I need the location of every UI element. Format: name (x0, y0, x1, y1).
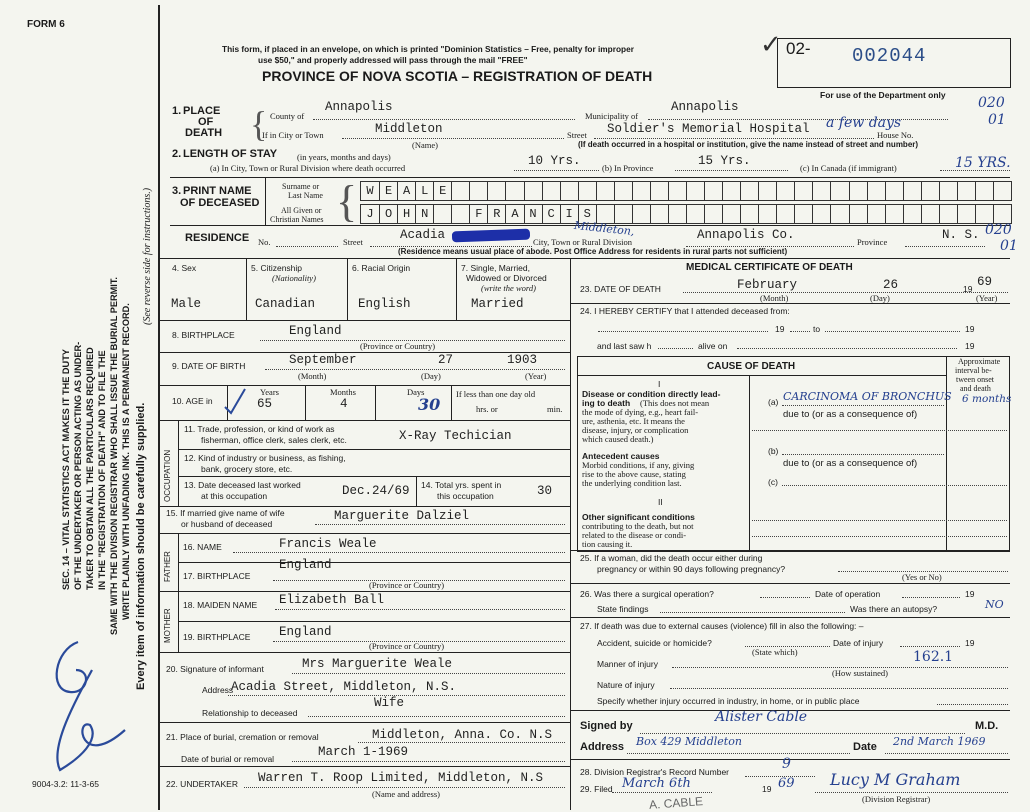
sig-date: 2nd March 1969 (893, 735, 986, 748)
letter-cell (993, 182, 1011, 200)
mother-side-label: MOTHER (163, 608, 172, 643)
letter-cell (758, 205, 776, 223)
other-note-3: tion causing it. (582, 539, 633, 549)
certify-label: 24. I HEREBY CERTIFY that I attended deceased from: (580, 306, 790, 316)
residence-label: RESIDENCE (185, 232, 250, 244)
letter-cell: E (433, 182, 451, 200)
letter-cell (903, 182, 921, 200)
residence-note: (Residence means usual place of abode. Post Office Address for residents in rural parts not sufficient) (398, 247, 788, 256)
citizenship-sub: (Nationality) (272, 273, 316, 283)
min-label: min. (547, 404, 563, 414)
surname-label-1: Surname or (282, 182, 320, 191)
surgery-label: 26. Was there a surgical operation? (580, 589, 714, 599)
city-value: Middleton (375, 122, 443, 136)
cause-title: CAUSE OF DEATH (707, 361, 796, 372)
street-value: Soldier's Memorial Hospital (607, 122, 810, 136)
age-checkmark-icon (223, 387, 247, 417)
undertaker-value: Warren T. Roop Limited, Middleton, N.S (258, 771, 544, 785)
letter-cell (650, 182, 668, 200)
letter-cell (939, 205, 957, 223)
dob-year: 1903 (507, 353, 538, 367)
roman-two: II (658, 497, 663, 507)
form-title: PROVINCE OF NOVA SCOTIA – REGISTRATION OF DEATH (262, 68, 653, 84)
certify-year-1: 19 (775, 324, 785, 334)
letter-cell (921, 205, 939, 223)
direct-note-5: which caused death.) (582, 434, 654, 444)
letter-cell (830, 205, 848, 223)
letter-cell (614, 205, 632, 223)
marital-label-3: (write the word) (481, 283, 536, 293)
letter-cell (668, 182, 686, 200)
letter-cell: F (469, 205, 487, 223)
envelope-note-1: This form, if placed in an envelope, on which is printed "Dominion Statistics – Free, penalty for improper (222, 44, 634, 54)
total-years-label-2: this occupation (437, 491, 494, 501)
direct-title-1: Disease or condition directly lead- (582, 389, 721, 399)
letter-cell (794, 205, 812, 223)
sig-address-label: Address (580, 741, 625, 753)
dod-year-prefix: 19 (963, 284, 973, 294)
total-years-label-1: 14. Total yrs. spent in (421, 480, 502, 490)
letter-cell (885, 182, 903, 200)
less-day-label: If less than one day old (456, 389, 536, 399)
informant-address-label: Address (202, 685, 234, 695)
undertaker-label: 22. UNDERTAKER (166, 779, 238, 789)
letter-cell (867, 205, 885, 223)
letter-cell: H (397, 205, 415, 223)
relationship-value: Wife (374, 696, 405, 710)
letter-cell (975, 205, 993, 223)
stay-a-label: (a) In City, Town or Rural Division where death occurred (210, 163, 406, 173)
antecedent-title: Antecedent causes (582, 451, 660, 461)
age-years: 65 (257, 397, 273, 411)
residence-no-label: No. (258, 237, 271, 247)
law-text-4: IN THE "REGISTRATION OF DEATH" AND TO FILE THE (97, 350, 107, 590)
dod-day: 26 (883, 278, 899, 292)
letter-cell: E (379, 182, 397, 200)
letter-cell (830, 182, 848, 200)
reverse-note: (See reverse side for instructions.) (142, 187, 153, 325)
cause-c-label: (c) (768, 477, 778, 487)
operation-date-label: Date of operation (815, 589, 881, 599)
roman-one: I (658, 379, 661, 389)
law-text-2: OF THE UNDERTAKER OR PERSON ACTING AS UNDER- (73, 341, 83, 590)
marital-label-1: 7. Single, Married, (461, 263, 530, 273)
dob-month-sub: (Month) (298, 371, 327, 381)
letter-cell (957, 205, 975, 223)
dob-month: September (289, 353, 357, 367)
father-bp-label: 17. BIRTHPLACE (183, 571, 251, 581)
letter-cell (794, 182, 812, 200)
manner-label: Manner of injury (597, 659, 658, 669)
stay-unit-note: (in years, months and days) (297, 152, 391, 162)
check-mark-icon: ✓ (760, 30, 782, 60)
yes-no-sub: (Yes or No) (902, 572, 942, 582)
stay-label: LENGTH OF STAY (183, 148, 278, 160)
surname-label-2: Last Name (288, 191, 323, 200)
father-bp-sub: (Province or Country) (369, 580, 445, 590)
street-label: Street (567, 130, 587, 140)
reg-record-value: 9 (782, 756, 791, 772)
injury-year: 19 (965, 638, 975, 648)
cause-a-value: CARCINOMA OF BRONCHUS (783, 390, 952, 403)
mother-maiden: Elizabeth Ball (279, 593, 385, 607)
other-note-1: contributing to the death, but not (582, 521, 694, 531)
last-saw-label: and last saw h (597, 341, 652, 351)
interval-label-2: interval be- (955, 366, 992, 375)
place-number: 1. (172, 105, 182, 117)
burial-date: March 1-1969 (318, 745, 409, 759)
county-value: Annapolis (325, 100, 393, 114)
envelope-note-2: use $50," and properly addressed will pass through the mail "FREE" (258, 55, 528, 65)
father-side-label: FATHER (163, 551, 172, 582)
residence-code-2: 01 (1000, 238, 1018, 254)
letter-cell (596, 182, 614, 200)
trade-label-2: fisherman, office clerk, sales clerk, etc. (201, 435, 347, 445)
place-label-1: PLACE (183, 105, 221, 117)
nature-label: Nature of injury (597, 680, 655, 690)
place-label-3: DEATH (185, 127, 223, 139)
residence-county: Annapolis Co. (697, 228, 795, 242)
letter-cell (614, 182, 632, 200)
letter-cell (578, 182, 596, 200)
hrs-label: hrs. or (476, 404, 498, 414)
letter-cell: C (542, 205, 560, 223)
letter-cell: L (415, 182, 433, 200)
spouse-label-2: or husband of deceased (181, 519, 273, 529)
letter-cell (451, 182, 469, 200)
letter-cell (722, 182, 740, 200)
due-to-b: due to (or as a consequence of) (783, 458, 918, 469)
street-handwritten-note: a few days (826, 115, 902, 131)
father-bp: England (279, 558, 332, 572)
registrar-sub: (Division Registrar) (862, 794, 931, 804)
spouse-value: Marguerite Dalziel (334, 509, 470, 523)
interval-label-1: Approximate (958, 357, 1001, 366)
autopsy-value: NO (985, 598, 1004, 611)
specify-label: Specify whether injury occurred in industry, in home, or in public place (597, 696, 860, 706)
signed-label: Signed by (580, 720, 633, 732)
letter-cell (921, 182, 939, 200)
citizenship-value: Canadian (255, 297, 316, 311)
dept-use-note: For use of the Department only (820, 90, 946, 100)
interval-label-3: tween onset (956, 375, 994, 384)
dod-day-sub: (Day) (870, 293, 890, 303)
given-grid (360, 204, 1012, 224)
residence-street-label: Street (343, 237, 363, 247)
dob-day: 27 (438, 353, 454, 367)
md-label: M.D. (975, 720, 999, 732)
letter-cell: W (366, 184, 374, 198)
letter-cell: I (560, 205, 578, 223)
direct-note-3: ure, asthenia, etc. It means the (582, 416, 685, 426)
given-label-2: Christian Names (270, 215, 324, 224)
residence-city: Middleton, (573, 218, 636, 239)
antecedent-note-2: rise to the above cause, stating (582, 469, 686, 479)
burial-label: 21. Place of burial, cremation or removal (166, 732, 319, 742)
letter-cell (632, 205, 650, 223)
informant-value: Mrs Marguerite Weale (302, 657, 453, 671)
letter-cell (957, 182, 975, 200)
name-label-2: OF DECEASED (180, 197, 260, 209)
informant-address: Acadia Street, Middleton, N.S. (231, 680, 457, 694)
house-label: House No. (877, 130, 914, 140)
form-code: 9004-3.2: 11-3-65 (32, 779, 99, 789)
woman-label-1: 25. If a woman, did the death occur either during (580, 553, 763, 563)
sex-value: Male (171, 297, 202, 311)
letter-cell (632, 182, 650, 200)
racial-value: English (358, 297, 411, 311)
dob-label: 9. DATE OF BIRTH (172, 361, 246, 371)
letter-cell (686, 182, 704, 200)
info-note: Every item of information should be carefully supplied. (135, 402, 147, 690)
mother-maiden-label: 18. MAIDEN NAME (183, 600, 258, 610)
age-months: 4 (340, 397, 348, 411)
filed-label: 29. Filed (580, 784, 613, 794)
age-label: 10. AGE in (172, 396, 213, 406)
informant-label: 20. Signature of informant (166, 664, 264, 674)
bottom-initial-note: A. CABLE (648, 794, 704, 812)
dod-month: February (737, 278, 798, 292)
letter-cell (758, 182, 776, 200)
letter-cell: A (505, 205, 523, 223)
antecedent-note-3: the underlying condition last. (582, 478, 682, 488)
age-days-label: Days (407, 387, 425, 397)
residence-code-1: 020 (985, 222, 1012, 238)
age-days: 30 (418, 395, 441, 414)
cause-a-label: (a) (768, 397, 779, 407)
stay-number: 2. (172, 148, 182, 160)
marital-value: Married (471, 297, 524, 311)
physician-signature: Alister Cable (715, 709, 808, 725)
marital-label-2: Widowed or Divorced (466, 273, 547, 283)
direct-note-2: the mode of dying, e.g., heart fail- (582, 407, 699, 417)
place-label-2: OF (198, 116, 214, 128)
name-brace: { (336, 177, 358, 226)
dept-code-1: 020 (978, 95, 1005, 111)
burial-date-label: Date of burial or removal (181, 754, 275, 764)
other-note-2: related to the disease or condi- (582, 530, 687, 540)
residence-street: Acadia (400, 228, 446, 242)
residence-province: N. S. (942, 228, 980, 242)
dod-year: 69 (977, 275, 993, 289)
letter-cell (542, 182, 560, 200)
letter-cell (469, 182, 487, 200)
external-label: 27. If death was due to external causes (violence) fill in also the following: – (580, 621, 864, 631)
birthplace-label: 8. BIRTHPLACE (172, 330, 235, 340)
hospital-note: (If death occurred in a hospital or institution, give the name instead of street and number) (578, 140, 919, 149)
sig-address: Box 429 Middleton (636, 735, 742, 748)
residence-city-label: City, Town or Rural Division (533, 237, 633, 247)
letter-cell: N (524, 205, 542, 223)
operation-year: 19 (965, 589, 975, 599)
letter-cell: S (578, 205, 596, 223)
antecedent-note-1: Morbid conditions, if any, giving (582, 460, 695, 470)
direct-title-2: ing to death (582, 398, 631, 408)
dob-year-sub: (Year) (525, 371, 547, 381)
initials-signature (30, 630, 140, 780)
mother-bp-label: 19. BIRTHPLACE (183, 632, 251, 642)
woman-label-2: pregnancy or within 90 days following pregnancy? (597, 564, 786, 574)
last-worked-label-2: at this occupation (201, 491, 268, 501)
mother-bp-sub: (Province or Country) (369, 641, 445, 651)
dod-year-sub: (Year) (976, 293, 998, 303)
letter-cell (524, 182, 542, 200)
letter-cell (885, 205, 903, 223)
letter-cell (903, 205, 921, 223)
city-name-sub: (Name) (412, 140, 438, 150)
place-brace: { (250, 104, 268, 144)
form-number: FORM 6 (27, 19, 65, 30)
cause-b-label: (b) (768, 446, 779, 456)
how-sustained-sub: (How sustained) (832, 668, 888, 678)
sex-label: 4. Sex (172, 263, 197, 273)
dob-day-sub: (Day) (421, 371, 441, 381)
accident-label: Accident, suicide or homicide? (597, 638, 712, 648)
surname-grid (360, 181, 1012, 201)
law-text-1: SEC. 14 – VITAL STATISTICS ACT MAKES IT THE DUTY (61, 349, 71, 590)
letter-cell (722, 205, 740, 223)
stay-c-value: 15 YRS. (955, 155, 1011, 171)
municipality-value: Annapolis (671, 100, 739, 114)
letter-cell (867, 182, 885, 200)
reg-record-label: 28. Division Registrar's Record Number (580, 767, 730, 777)
dept-code-2: 01 (988, 112, 1006, 128)
letter-cell (740, 205, 758, 223)
trade-value: X-Ray Techician (399, 429, 512, 443)
letter-cell (849, 182, 867, 200)
burial-place: Middleton, Anna. Co. N.S (372, 728, 553, 742)
undertaker-sub: (Name and address) (372, 789, 440, 799)
letter-cell (451, 205, 469, 223)
findings-label: State findings (597, 604, 649, 614)
direct-note-1: (This does not mean (640, 398, 710, 408)
redaction-mark (452, 229, 530, 243)
letter-cell (686, 205, 704, 223)
citizenship-label: 5. Citizenship (251, 263, 303, 273)
letter-cell (849, 205, 867, 223)
letter-cell (812, 182, 830, 200)
age-years-label: Years (260, 387, 279, 397)
interval-a-value: 6 months (962, 393, 1012, 405)
occupation-side-label: OCCUPATION (163, 449, 172, 502)
mother-bp: England (279, 625, 332, 639)
stay-c-label: (c) In Canada (if immigrant) (800, 163, 897, 173)
given-label-1: All Given or (281, 206, 322, 215)
industry-label-2: bank, grocery store, etc. (201, 464, 293, 474)
county-label: County of (270, 111, 305, 121)
registration-number: 002044 (852, 45, 927, 67)
industry-label-1: 12. Kind of industry or business, as fishing, (184, 453, 346, 463)
certify-to: to (813, 324, 821, 334)
spouse-label-1: 15. If married give name of wife (166, 508, 285, 518)
law-text-5: SAME WITH THE DIVISION REGISTRAR WHO SHALL ISSUE THE BURIAL PERMIT. (109, 277, 119, 635)
interval-label-4: and death (960, 384, 991, 393)
filed-year: 69 (778, 776, 795, 791)
letter-cell (596, 205, 614, 223)
stay-b-value: 15 Yrs. (698, 154, 751, 168)
stay-b-label: (b) In Province (602, 163, 654, 173)
letter-cell: N (415, 205, 433, 223)
stay-a-value: 10 Yrs. (528, 154, 581, 168)
letter-cell: J (366, 207, 374, 221)
birthplace-value: England (289, 324, 342, 338)
letter-cell (993, 205, 1011, 223)
letter-cell (975, 182, 993, 200)
father-name-label: 16. NAME (183, 542, 222, 552)
medical-title: MEDICAL CERTIFICATE OF DEATH (686, 262, 853, 273)
letter-cell (704, 205, 722, 223)
letter-cell (668, 205, 686, 223)
letter-cell (487, 182, 505, 200)
alive-on-label: alive on (698, 341, 728, 351)
letter-cell (776, 205, 794, 223)
letter-cell: O (379, 205, 397, 223)
law-text-3: TAKER TO OBTAIN ALL THE PARTICULARS REQUIRED (85, 347, 95, 590)
municipality-label: Municipality of (585, 111, 639, 121)
letter-cell (776, 182, 794, 200)
last-worked-value: Dec.24/69 (342, 484, 410, 498)
law-text-6: WRITE PLAINLY WITH UNFADING INK. THIS IS A PERMANENT RECORD. (121, 303, 131, 620)
dod-label: 23. DATE OF DEATH (580, 284, 661, 294)
alive-year: 19 (965, 341, 975, 351)
letter-cell (650, 205, 668, 223)
total-years-value: 30 (537, 484, 553, 498)
letter-cell: R (487, 205, 505, 223)
racial-label: 6. Racial Origin (352, 263, 411, 273)
name-number: 3. (172, 185, 182, 197)
birthplace-sub: (Province or Country) (360, 341, 436, 351)
letter-cell (740, 182, 758, 200)
city-label: If in City or Town (262, 130, 324, 140)
filed-year-prefix: 19 (762, 784, 772, 794)
letter-cell (505, 182, 523, 200)
registrar-signature: Lucy M Graham (830, 770, 961, 789)
reg-prefix: 02- (786, 39, 811, 58)
age-months-label: Months (330, 387, 356, 397)
letter-cell (560, 182, 578, 200)
direct-note-4: disease, injury, or complication (582, 425, 689, 435)
manner-code: 162.1 (913, 649, 954, 665)
letter-cell (939, 182, 957, 200)
trade-label-1: 11. Trade, profession, or kind of work as (184, 424, 335, 434)
residence-province-label: Province (857, 237, 888, 247)
state-which-sub: (State which) (752, 647, 798, 657)
autopsy-label: Was there an autopsy? (850, 604, 938, 614)
due-to-a: due to (or as a consequence of) (783, 409, 918, 420)
relationship-label: Relationship to deceased (202, 708, 298, 718)
letter-cell (812, 205, 830, 223)
filed-value: March 6th (622, 776, 691, 791)
sig-date-label: Date (853, 741, 877, 753)
left-margin-rule (158, 5, 160, 810)
dod-month-sub: (Month) (760, 293, 789, 303)
injury-date-label: Date of injury (833, 638, 884, 648)
last-worked-label-1: 13. Date deceased last worked (184, 480, 301, 490)
father-name: Francis Weale (279, 537, 377, 551)
letter-cell (704, 182, 722, 200)
certify-year-2: 19 (965, 324, 975, 334)
letter-cell: A (397, 182, 415, 200)
other-title: Other significant conditions (582, 512, 695, 522)
letter-cell (433, 205, 451, 223)
name-label-1: PRINT NAME (183, 185, 252, 197)
